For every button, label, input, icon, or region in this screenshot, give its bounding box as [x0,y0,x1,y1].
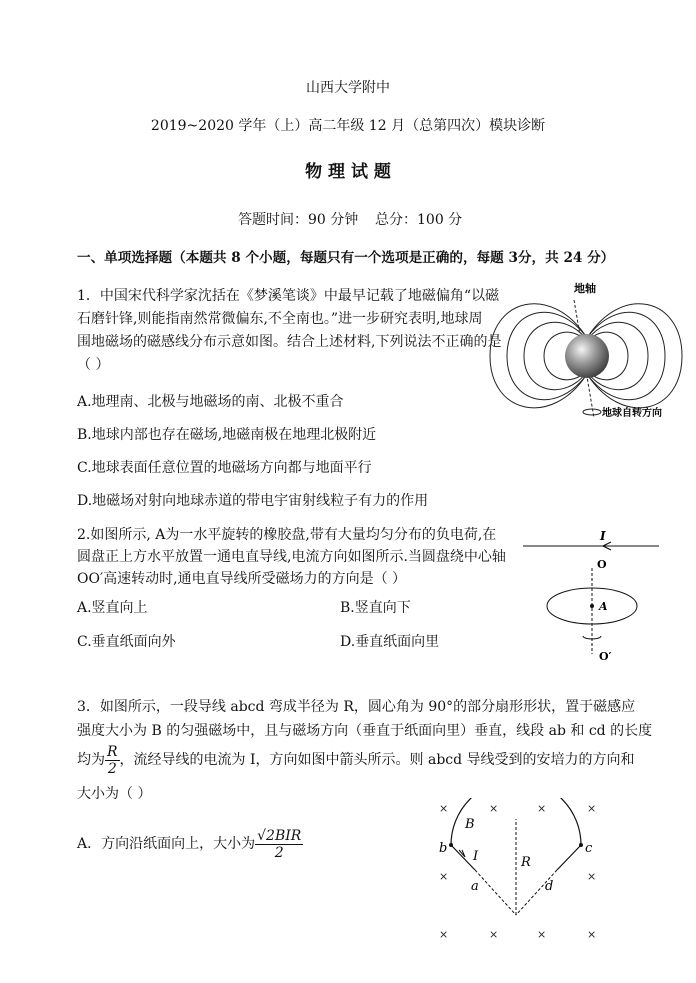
field-cross-mark: × [489,802,499,815]
field-cross-mark: × [537,928,547,941]
subject-title: 物 理 试 题 [305,162,391,182]
label-c: c [585,841,593,856]
q3-line1: 3．如图所示，一段导线 abcd 弯成半径为 R，圆心角为 90°的部分扇形形状，置于磁感应 [77,699,636,715]
q1-line1: 1．中国宋代科学家沈括在《梦溪笔谈》中最早记载了地磁偏角“以磁 [77,288,500,304]
q3-line3-end: ，流经导线的电流为 I，方向如图中箭头所示。则 abcd 导线受到的安培力的方向和 [119,752,635,768]
q1-option-d[interactable]: D.地磁场对射向地球赤道的带电宇宙射线粒子有力的作用 [77,493,429,509]
q1-option-b[interactable]: B.地球内部也存在磁场,地磁南极在地理北极附近 [77,427,377,443]
half-radius-fraction [105,744,120,777]
exam-time: 答题时间：90 分钟 [238,212,359,228]
rotation-direction-label: 地球自转方向 [602,408,662,419]
q2-line3: OO′高速转动时,通电直导线所受磁场力的方向是（ ） [77,571,407,587]
q2-line1: 2.如图所示, A为一水平旋转的橡胶盘,带有大量均匀分布的负电荷,在 [77,527,497,543]
label-b: b [439,841,448,856]
field-cross-mark: × [587,802,597,815]
field-cross-mark: × [439,870,449,883]
current-label: I [600,529,606,543]
option-a-fraction [255,828,303,861]
axis-bottom-label: O′ [599,650,612,663]
rotating-disk-figure [515,526,665,666]
label-B: B [465,817,475,832]
label-R: R [521,855,531,870]
earth-magnetic-field-figure [482,278,687,426]
q1-option-a[interactable]: A.地理南、北极与地磁场的南、北极不重合 [77,394,344,410]
school-name: 山西大学附中 [306,80,390,96]
q3-line3-start: 均为 [77,752,105,768]
fraction-denominator: 2 [107,760,117,777]
q3-line2: 强度大小为 B 的匀强磁场中，且与磁场方向（垂直于纸面向里）垂直，线段 ab 和 cd 的长度 [77,723,653,739]
q3-line3 [77,740,635,780]
earth-axis-label: 地轴 [574,282,596,295]
q3-option-a-text: A．方向沿纸面向上，大小为 [77,836,256,852]
q1-option-c[interactable]: C.地球表面任意位置的地磁场方向都与地面平行 [77,460,372,476]
option-a-denominator: 2 [274,844,284,861]
q1-line3: 围地磁场的磁感线分布示意如图。结合上述材料,下列说法不正确的是 [77,334,502,350]
section-title: 一、单项选择题（本题共 8 个小题，每题只有一个选项是正确的，每题 3分，共 24 分） [77,250,615,266]
q1-line2: 石磨针锋,则能指南然常微偏东,不全南也。”进一步研究表明,地球周 [77,311,483,327]
exam-title: 2019~2020 学年（上）高二年级 12 月（总第四次）模块诊断 [150,118,546,134]
q2-option-a[interactable]: A.竖直向上 [77,600,148,616]
label-a: a [471,879,479,894]
field-cross-mark: × [439,928,449,941]
field-cross-mark: × [587,870,597,883]
field-cross-mark: × [537,802,547,815]
option-a-numerator: √2BIR [257,827,302,844]
q2-option-b[interactable]: B.竖直向下 [340,600,411,616]
q3-line4: 大小为（ ） [77,786,152,802]
field-cross-mark: × [489,928,499,941]
label-current: I [473,849,479,864]
label-d: d [545,879,554,894]
q2-option-c[interactable]: C.垂直纸面向外 [77,634,176,650]
axis-top-label: O [597,558,607,571]
disk-label: A [599,600,608,613]
field-cross-mark: × [587,928,597,941]
field-cross-mark: × [439,802,449,815]
q1-line4: （ ） [77,357,110,373]
q2-option-d[interactable]: D.垂直纸面向里 [340,634,440,650]
sector-wire-figure [425,798,605,948]
q2-line2: 圆盘正上方水平放置一通电直导线,电流方向如图所示.当圆盘绕中心轴 [77,549,506,565]
total-score: 总分：100 分 [375,212,463,228]
q3-option-a[interactable] [77,822,303,866]
fraction-numerator: R [107,743,118,760]
